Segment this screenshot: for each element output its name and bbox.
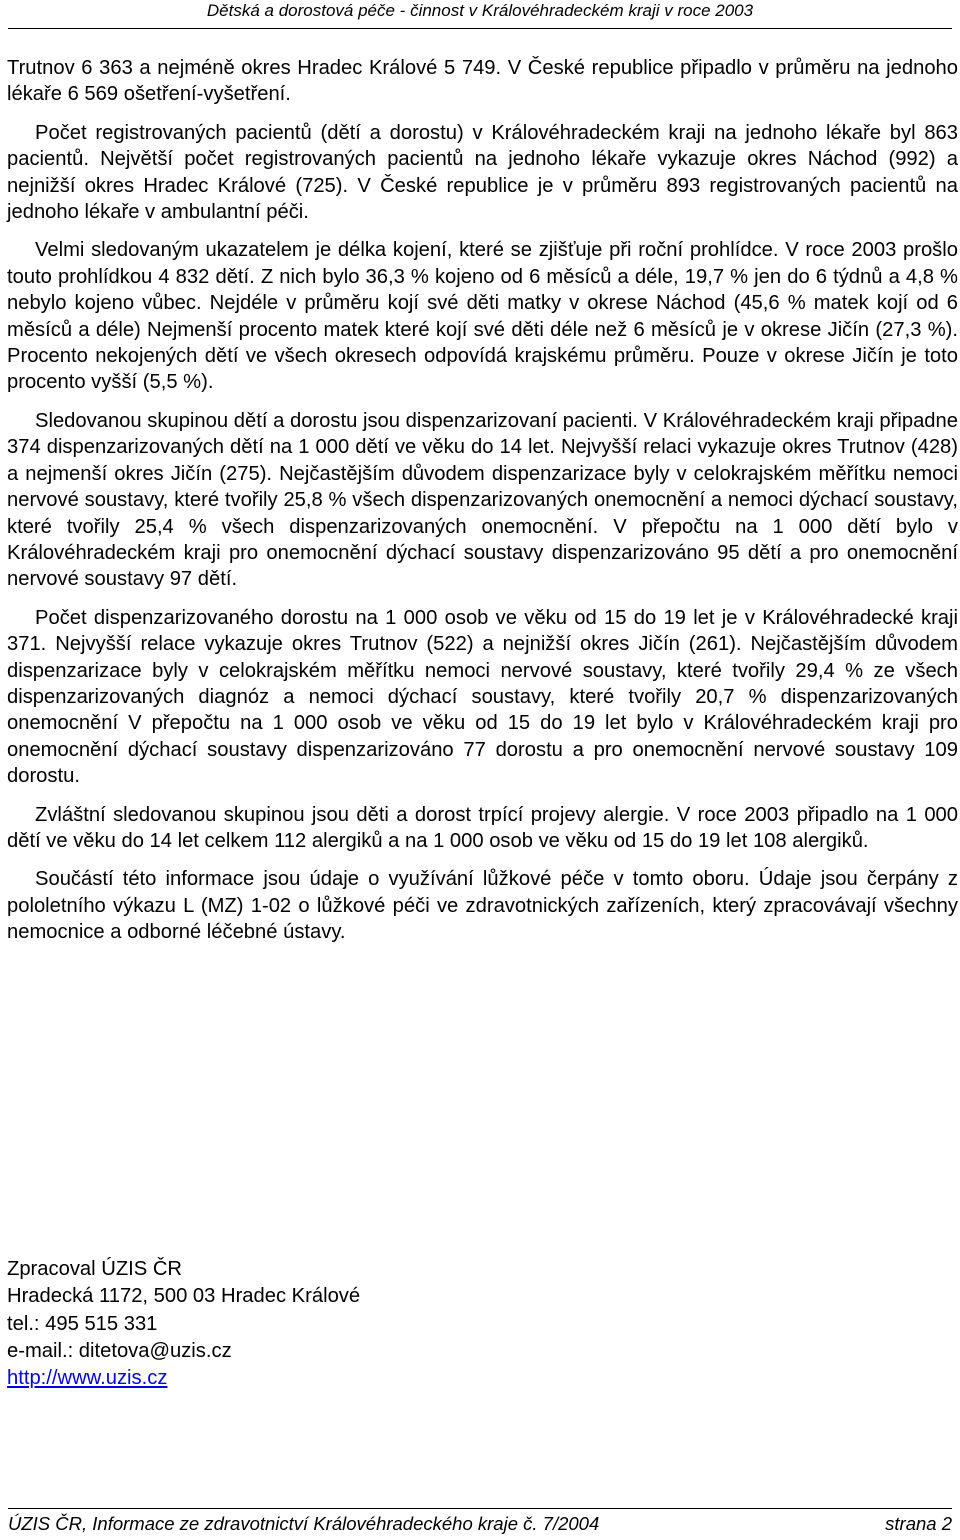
- website-link[interactable]: http://www.uzis.cz: [7, 1367, 168, 1390]
- page-footer: [8, 1508, 952, 1535]
- contact-block: [7, 1256, 907, 1392]
- email: e-mail.: ditetova@uzis.cz: [7, 1339, 232, 1362]
- paragraph-consultations: Trutnov 6 363 a nejméně okres Hradec Králové 5 749. V České republice připadlo v průměru na jednoho lékaře 6 569 ošetření-vyšetření.: [7, 57, 958, 106]
- prepared-by: Zpracoval ÚZIS ČR: [7, 1258, 182, 1280]
- paragraph-breastfeeding: Velmi sledovaným ukazatelem je délka kojení, které se zjišťuje při roční prohlídce. V roce 2003 prošlo touto prohlídkou 4 832 dětí. Z nich bylo 36,3 % kojeno od 6 měsíců a déle, 19,7 % jen do 6 týdnů a 4,8 % nebylo kojeno vůbec. Nejdéle v průměru kojí své děti matky v okrese Náchod (45,6 % matek kojí od 6 měsíců a déle) Nejmenší procento matek které kojí své děti déle než 6 měsíců je v okrese Jičín (27,3 %). Procento nekojených dětí ve všech okresech odpovídá krajskému průměru. Pouze v okrese Jičín je toto procento vyšší (5,5 %).: [7, 239, 958, 394]
- paragraph-inpatient-care: Součástí této informace jsou údaje o využívání lůžkové péče v tomto oboru. Údaje jsou čerpány z pololetního výkazu L (MZ) 1-02 o lůžkové péči ve zdravotnických zařízeních, který zpracovávají všechny nemocnice a odborné léčebné ústavy.: [7, 868, 958, 944]
- footer-publication: ÚZIS ČR, Informace ze zdravotnictví Královéhradeckého kraje č. 7/2004: [8, 1513, 600, 1534]
- page-number: strana 2: [885, 1513, 952, 1534]
- page-header: [8, 0, 952, 29]
- document-body: [7, 55, 958, 958]
- address: Hradecká 1172, 500 03 Hradec Králové: [7, 1285, 361, 1308]
- header-title: Dětská a dorostová péče - činnost v Královéhradeckém kraji v roce 2003: [206, 1, 754, 20]
- paragraph-registered-patients: Počet registrovaných pacientů (dětí a dorostu) v Královéhradeckém kraji na jednoho lékaře byl 863 pacientů. Největší počet registrovaných pacientů na jednoho lékaře vykazuje okres Náchod (992) a nejnižší okres Hradec Králové (725). V České republice je v průměru 893 registrovaných pacientů na jednoho lékaře v ambulantní péči.: [7, 121, 958, 224]
- paragraph-allergies: Zvláštní sledovanou skupinou jsou děti a dorost trpící projevy alergie. V roce 2003 připadlo na 1 000 dětí ve věku do 14 let celkem 112 alergiků a na 1 000 osob ve věku od 15 do 19 let 108 alergiků.: [7, 803, 958, 852]
- paragraph-dispensary-adolescents: Počet dispenzarizovaného dorostu na 1 000 osob ve věku od 15 do 19 let je v Královéhradecké kraji 371. Nejvyšší relace vykazuje okres Trutnov (522) a nejnižší okres Jičín (261). Nejčastějším důvodem dispenzarizace byly v celokrajském měřítku nemoci nervové soustavy, které tvořily 29,4 % ze všech dispenzarizovaných diagnóz a nemoci dýchací soustavy, které tvořily 20,7 % dispenzarizovaných onemocnění V přepočtu na 1 000 osob ve věku od 15 do 19 let bylo v Královéhradeckém kraji pro onemocnění dýchací soustavy dispenzarizováno 77 dorostu a pro onemocnění nervové soustavy 109 dorostu.: [7, 606, 958, 788]
- paragraph-dispensary-children: Sledovanou skupinou dětí a dorostu jsou dispenzarizovaní pacienti. V Královéhradeckém kraji připadne 374 dispenzarizovaných dětí na 1 000 dětí ve věku do 14 let. Nejvyšší relaci vykazuje okres Trutnov (428) a nejmenší okres Jičín (275). Nejčastějším důvodem dispenzarizace byly v celokrajském měřítku nemoci nervové soustavy, které tvořily 25,8 % všech dispenzarizovaných onemocnění a nemoci dýchací soustavy, které tvořily 25,4 % všech dispenzarizovaných onemocnění. V přepočtu na 1 000 dětí bylo v Královéhradeckém kraji pro onemocnění dýchací soustavy dispenzarizováno 95 dětí a pro onemocnění nervové soustavy 97 dětí.: [7, 409, 958, 591]
- phone: tel.: 495 515 331: [7, 1312, 158, 1335]
